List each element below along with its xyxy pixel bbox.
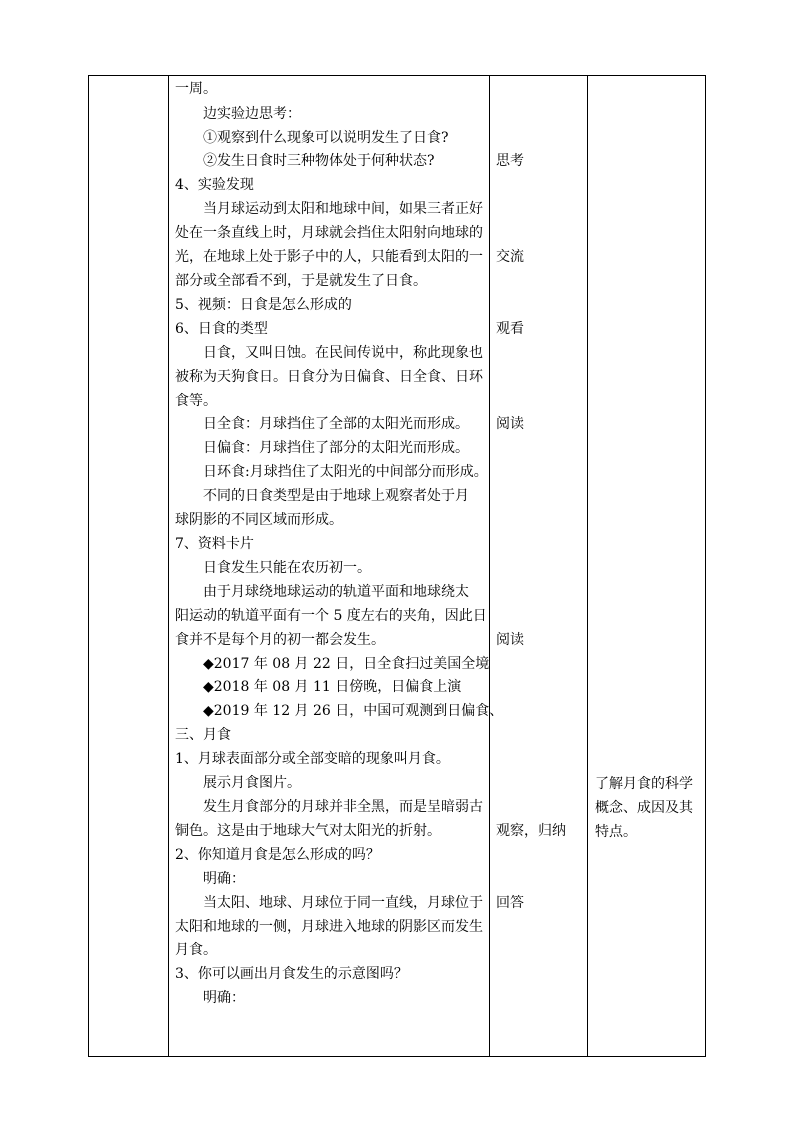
content-line: 2、你知道月食是怎么形成的吗？ (175, 847, 380, 863)
content-line: ①观察到什么现象可以说明发生了日食? (203, 130, 449, 146)
content-line: 边实验边思考： (203, 106, 301, 122)
design-intent-line: 特点。 (595, 824, 637, 840)
content-line: 日全食：月球挡住了全部的太阳光而形成。 (203, 416, 469, 432)
content-line: ②发生日食时三种物体处于何种状态? (203, 153, 435, 169)
content-line: 6、日食的类型 (175, 321, 268, 337)
content-line: 光，在地球上处于影子中的人，只能看到太阳的一 (175, 249, 483, 265)
activity-label: 阅读 (496, 632, 524, 648)
content-line: 3、你可以画出月食发生的示意图吗？ (175, 966, 408, 982)
content-line: 三、月食 (175, 727, 231, 743)
content-line: ◆2019 年 12 月 26 日，中国可观测到日偏食、 (203, 703, 504, 719)
content-line: 7、资料卡片 (175, 536, 254, 552)
content-line: 由于月球绕地球运动的轨道平面和地球绕太 (203, 584, 469, 600)
content-line: 明确： (203, 990, 245, 1006)
lesson-table (88, 75, 706, 1057)
content-line: 铜色。这是由于地球大气对太阳光的折射。 (175, 823, 441, 839)
content-line: 明确： (203, 871, 245, 887)
content-line: 食等。 (175, 393, 217, 409)
content-line: 5、视频：日食是怎么形成的 (175, 297, 352, 313)
content-line: 球阴影的不同区域而形成。 (175, 512, 343, 528)
content-line: 阳运动的轨道平面有一个 5 度左右的夹角，因此日 (175, 608, 487, 624)
activity-label: 观看 (496, 321, 524, 337)
content-line: 当太阳、地球、月球位于同一直线，月球位于 (203, 895, 483, 911)
content-line: 太阳和地球的一侧，月球进入地球的阴影区而发生 (175, 919, 483, 935)
content-line: 发生月食部分的月球并非全黑，而是呈暗弱古 (203, 799, 483, 815)
content-line: 日食发生只能在农历初一。 (203, 560, 371, 576)
column-divider (489, 76, 490, 1056)
content-line: ◆2017 年 08 月 22 日，日全食扫过美国全境 (203, 656, 490, 672)
activity-label: 回答 (496, 895, 524, 911)
activity-label: 观察，归纳 (496, 823, 566, 839)
content-line: 日环食:月球挡住了太阳光的中间部分而形成。 (203, 464, 488, 480)
content-line: 月食。 (175, 942, 217, 958)
column-divider (168, 76, 169, 1056)
design-intent (595, 772, 705, 844)
design-intent-line: 了解月食的科学 (595, 776, 693, 792)
content-line: 被称为天狗食日。日食分为日偏食、日全食、日环 (175, 369, 483, 385)
content-line: ◆2018 年 08 月 11 日傍晚，日偏食上演 (203, 679, 462, 695)
content-line: 当月球运动到太阳和地球中间，如果三者正好 (203, 201, 483, 217)
content-line: 不同的日食类型是由于地球上观察者处于月 (203, 488, 469, 504)
content-line: 日偏食：月球挡住了部分的太阳光而形成。 (203, 440, 469, 456)
content-line: 处在一条直线上时，月球就会挡住太阳射向地球的 (175, 225, 483, 241)
activity-label: 思考 (496, 153, 524, 169)
content-line: 部分或全部看不到，于是就发生了日食。 (175, 273, 427, 289)
activity-label: 交流 (496, 249, 524, 265)
column-divider (587, 76, 588, 1056)
content-line: 4、实验发现 (175, 177, 254, 193)
design-intent-line: 概念、成因及其 (595, 800, 693, 816)
content-line: 食并不是每个月的初一都会发生。 (175, 632, 385, 648)
content-line: 1、月球表面部分或全部变暗的现象叫月食。 (175, 751, 450, 767)
content-line: 一周。 (175, 81, 217, 97)
content-line: 展示月食图片。 (203, 775, 301, 791)
activity-label: 阅读 (496, 416, 524, 432)
content-line: 日食，又叫日蚀。在民间传说中，称此现象也 (203, 345, 483, 361)
